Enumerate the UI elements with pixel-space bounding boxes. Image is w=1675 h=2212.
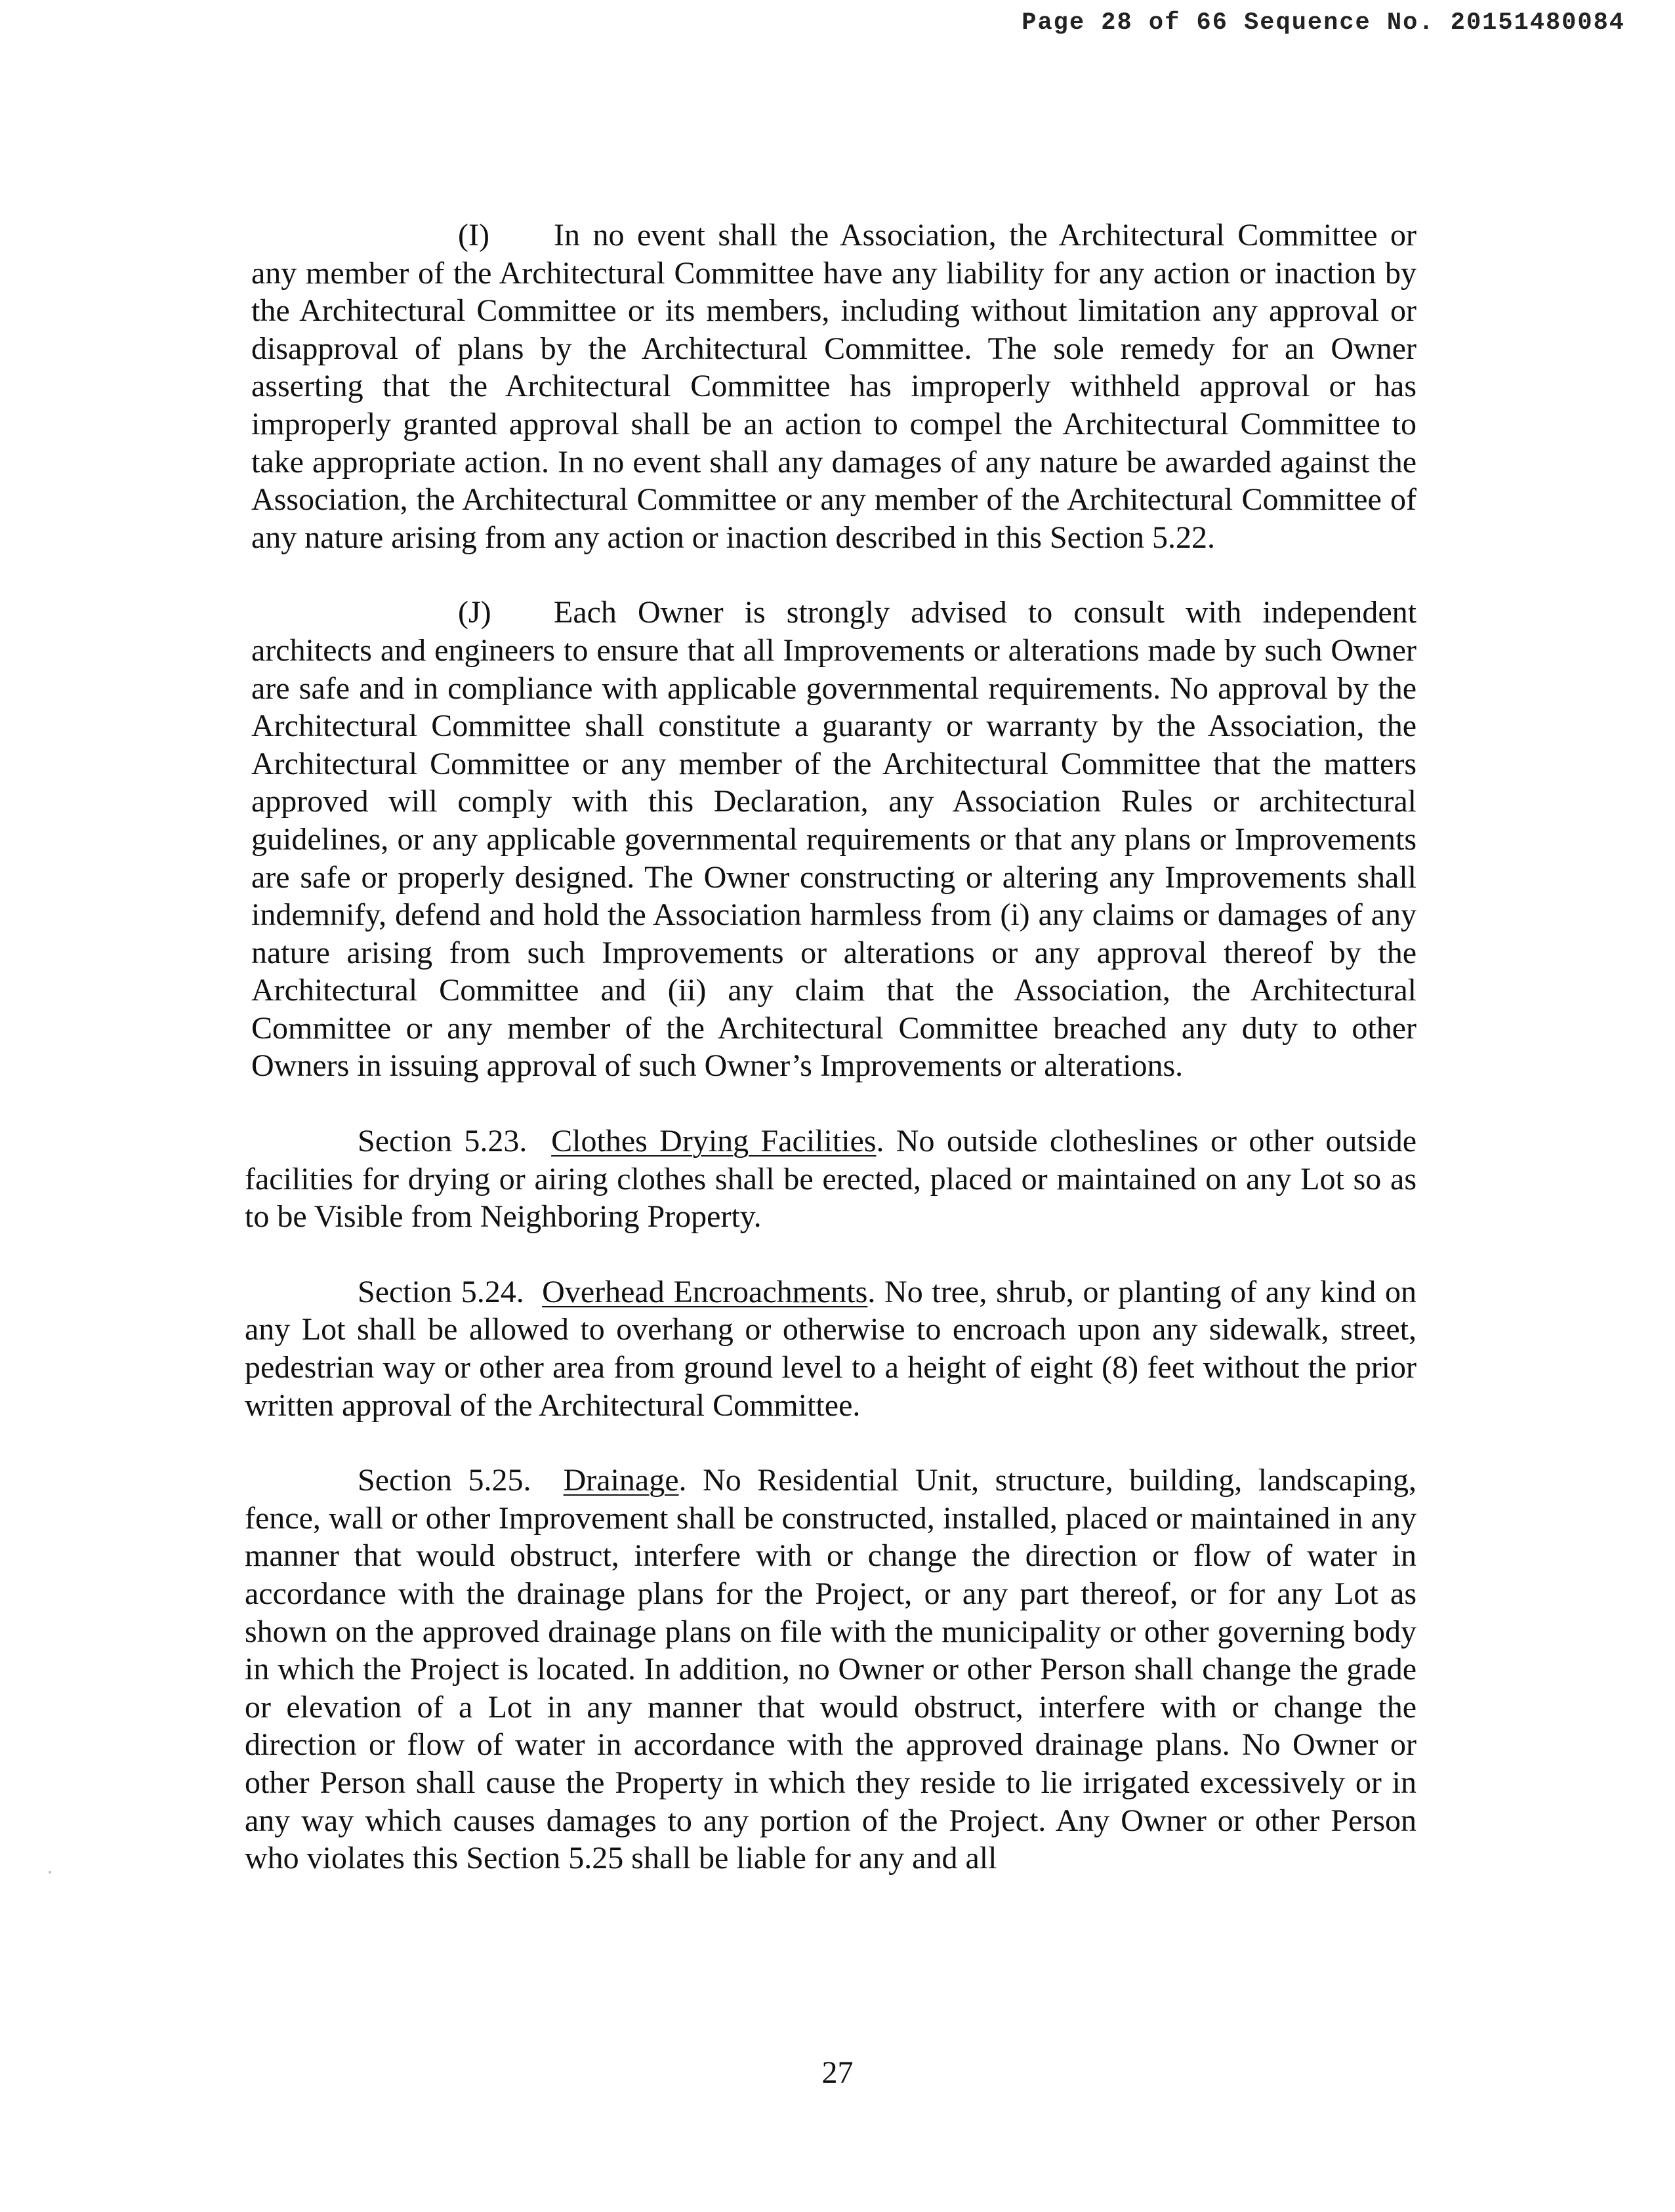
section-5-25-heading: Drainage: [563, 1463, 679, 1498]
paragraph-j: [251, 594, 1417, 1085]
section-5-25-text: . No Residential Unit, structure, building, landscaping, fence, wall or other Improvement shall be constructed, installed, placed or maintained in any manner that would obstruct, interfere with or change the direction or flow of water in accordance with the drainage plans for the Project, or any part thereof, or for any Lot as shown on the approved drainage plans on file with the municipality or other governing body in which the Project is located. In addition, no Owner or other Person shall change the grade or elevation of a Lot in any manner that would obstruct, interfere with or change the direction or flow of water in accordance with the approved drainage plans. No Owner or other Person shall cause the Property in which they reside to lie irrigated excessively or in any way which causes damages to any portion of the Project. Any Owner or other Person who violates this Section 5.25 shall be liable for any and all: [245, 1463, 1417, 1876]
paragraph-i: [251, 216, 1417, 556]
section-5-23-heading: Clothes Drying Facilities: [551, 1124, 877, 1159]
section-5-24: [245, 1273, 1417, 1424]
page-number: 27: [821, 2055, 854, 2090]
section-5-25-number: Section 5.25.: [358, 1463, 531, 1498]
paragraph-i-text: In no event shall the Association, the Architectural Committee or any member of the Architectural Committee have any liability for any action or inaction by the Architectural Committee or its members, including without limitation any approval or disapproval of plans by the Architectural Committee. The sole remedy for an Owner asserting that the Architectural Committee has improperly withheld approval or has improperly granted approval shall be an action to compel the Architectural Committee to take appropriate action. In no event shall any damages of any nature be awarded against the Association, the Architectural Committee or any member of the Architectural Committee of any nature arising from any action or inaction described in this Section 5.22.: [251, 218, 1417, 555]
section-5-24-text: . No tree, shrub, or planting of any kind on any Lot shall be allowed to overhang or otherwise to encroach upon any sidewalk, street, pedestrian way or other area from ground level to a height of eight (8) feet without the prior written approval of the Architectural Committee.: [245, 1274, 1417, 1423]
section-5-25: [245, 1462, 1417, 1877]
section-5-23-number: Section 5.23.: [358, 1124, 527, 1159]
section-5-23-text: . No outside clotheslines or other outside facilities for drying or airing clothes shall be erected, placed or maintained on any Lot so as to be Visible from Neighboring Property.: [245, 1124, 1417, 1235]
document-body: [245, 216, 1417, 1915]
section-5-24-heading: Overhead Encroachments: [542, 1274, 868, 1309]
section-5-24-number: Section 5.24.: [358, 1274, 524, 1309]
scan-speck: [49, 1871, 51, 1874]
paragraph-j-text: Each Owner is strongly advised to consult with independent architects and engineers to ensure that all Improvements or alterations made by such Owner are safe and in compliance with applicable governmental requirements. No approval by the Architectural Committee shall constitute a guaranty or warranty by the Association, the Architectural Committee or any member of the Architectural Committee that the matters approved will comply with this Declaration, any Association Rules or architectural guidelines, or any applicable governmental requirements or that any plans or Improvements are safe or properly designed. The Owner constructing or altering any Improvements shall indemnify, defend and hold the Association harmless from (i) any claims or damages of any nature arising from such Improvements or alterations or any approval thereof by the Architectural Committee and (ii) any claim that the Association, the Architectural Committee or any member of the Architectural Committee breached any duty to other Owners in issuing approval of such Owner’s Improvements or alterations.: [251, 595, 1417, 1084]
section-5-23: [245, 1122, 1417, 1236]
paragraph-i-label: (I): [458, 218, 489, 253]
page-header-sequence: Page 28 of 66 Sequence No. 20151480084: [1022, 9, 1625, 37]
paragraph-j-label: (J): [458, 595, 491, 630]
